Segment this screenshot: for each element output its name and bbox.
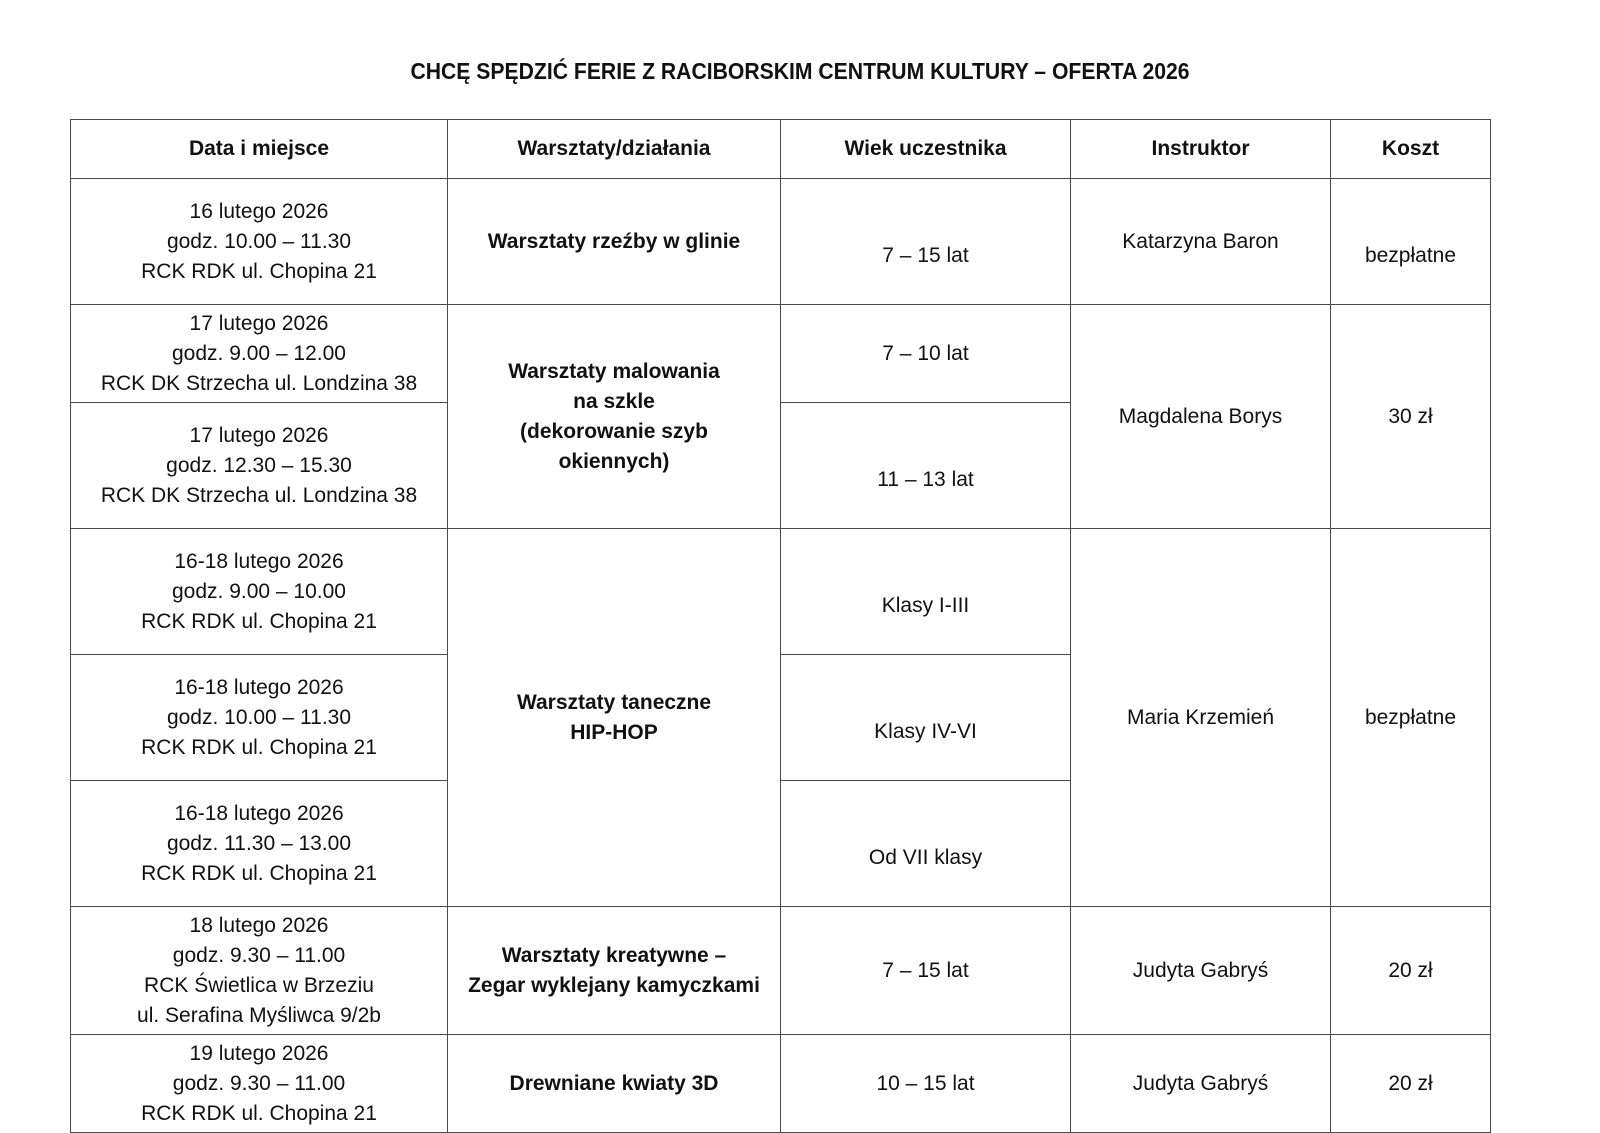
date-place-cell — [71, 781, 448, 907]
time: godz. 10.00 – 11.30 — [166, 229, 352, 253]
offer-table — [70, 119, 1491, 1133]
header-age: Wiek uczestnika — [781, 120, 1071, 179]
instructor-cell: Judyta Gabryś — [1071, 1035, 1331, 1133]
age-cell: Klasy I-III — [781, 529, 1071, 655]
date-place-cell — [71, 305, 448, 403]
workshop-name: Warsztaty taneczne — [516, 690, 712, 714]
instructor-cell: Magdalena Borys — [1071, 305, 1331, 529]
workshop-cell — [448, 179, 781, 305]
age-cell: 7 – 15 lat — [781, 179, 1071, 305]
header-workshops: Warsztaty/działania — [448, 120, 781, 179]
age-cell: 7 – 15 lat — [781, 907, 1071, 1035]
cost-cell: bezpłatne — [1331, 179, 1491, 305]
cost-cell: 20 zł — [1331, 1035, 1491, 1133]
header-instructor: Instruktor — [1071, 120, 1331, 179]
age-cell: Od VII klasy — [781, 781, 1071, 907]
header-cost: Koszt — [1331, 120, 1491, 179]
time: godz. 9.30 – 11.00 — [172, 1071, 346, 1095]
workshop-name: (dekorowanie szyb — [520, 419, 708, 443]
instructor-cell: Katarzyna Baron — [1071, 179, 1331, 305]
workshop-cell — [448, 907, 781, 1035]
place: RCK DK Strzecha ul. Londzina 38 — [100, 483, 418, 507]
place: RCK DK Strzecha ul. Londzina 38 — [100, 371, 418, 395]
workshop-name: na szkle — [573, 389, 655, 413]
time: godz. 12.30 – 15.30 — [166, 453, 352, 477]
workshop-cell — [448, 305, 781, 529]
date: 16-18 lutego 2026 — [174, 675, 344, 699]
workshop-name: Zegar wyklejany kamyczkami — [468, 973, 760, 997]
date-place-cell — [71, 907, 448, 1035]
place: RCK RDK ul. Chopina 21 — [141, 1101, 377, 1125]
time: godz. 9.00 – 10.00 — [172, 579, 346, 603]
workshop-cell — [448, 1035, 781, 1133]
age-cell: 11 – 13 lat — [781, 403, 1071, 529]
date: 18 lutego 2026 — [189, 913, 329, 937]
workshop-name: Drewniane kwiaty 3D — [509, 1071, 719, 1095]
age-cell: Klasy IV-VI — [781, 655, 1071, 781]
date: 17 lutego 2026 — [189, 311, 329, 335]
place: RCK RDK ul. Chopina 21 — [141, 259, 377, 283]
date-place-cell — [71, 529, 448, 655]
place: RCK Świetlica w Brzeziu — [144, 973, 374, 997]
time: godz. 9.00 – 12.00 — [172, 341, 346, 365]
table-row — [71, 305, 1491, 403]
cost-cell: bezpłatne — [1331, 529, 1491, 907]
place: RCK RDK ul. Chopina 21 — [141, 861, 377, 885]
workshop-name: HIP-HOP — [570, 720, 658, 744]
date-place-cell — [71, 179, 448, 305]
place-address: ul. Serafina Myśliwca 9/2b — [137, 1003, 381, 1027]
age-cell: 10 – 15 lat — [781, 1035, 1071, 1133]
age-cell: 7 – 10 lat — [781, 305, 1071, 403]
date: 17 lutego 2026 — [189, 423, 329, 447]
workshop-name: Warsztaty kreatywne – — [501, 943, 727, 967]
time: godz. 10.00 – 11.30 — [166, 705, 352, 729]
workshop-cell — [448, 529, 781, 907]
table-header-row — [71, 120, 1491, 179]
table-row — [71, 1035, 1491, 1133]
workshop-name: Warsztaty rzeźby w glinie — [487, 229, 741, 253]
workshop-name: Warsztaty malowania — [508, 359, 720, 383]
cost-cell: 30 zł — [1331, 305, 1491, 529]
date-place-cell — [71, 655, 448, 781]
date: 19 lutego 2026 — [189, 1041, 329, 1065]
instructor-cell: Judyta Gabryś — [1071, 907, 1331, 1035]
instructor-cell: Maria Krzemień — [1071, 529, 1331, 907]
place: RCK RDK ul. Chopina 21 — [141, 735, 377, 759]
date-place-cell — [71, 403, 448, 529]
workshop-name: okiennych) — [558, 449, 670, 473]
table-row — [71, 179, 1491, 305]
table-row — [71, 529, 1491, 655]
page-title: CHCĘ SPĘDZIĆ FERIE Z RACIBORSKIM CENTRUM KULTURY – OFERTA 2026 — [410, 58, 1190, 84]
date-place-cell — [71, 1035, 448, 1133]
header-date-place: Data i miejsce — [71, 120, 448, 179]
cost-cell: 20 zł — [1331, 907, 1491, 1035]
table-row — [71, 907, 1491, 1035]
date: 16 lutego 2026 — [189, 199, 329, 223]
time: godz. 11.30 – 13.00 — [166, 831, 352, 855]
date: 16-18 lutego 2026 — [174, 801, 344, 825]
date: 16-18 lutego 2026 — [174, 549, 344, 573]
time: godz. 9.30 – 11.00 — [172, 943, 346, 967]
place: RCK RDK ul. Chopina 21 — [141, 609, 377, 633]
